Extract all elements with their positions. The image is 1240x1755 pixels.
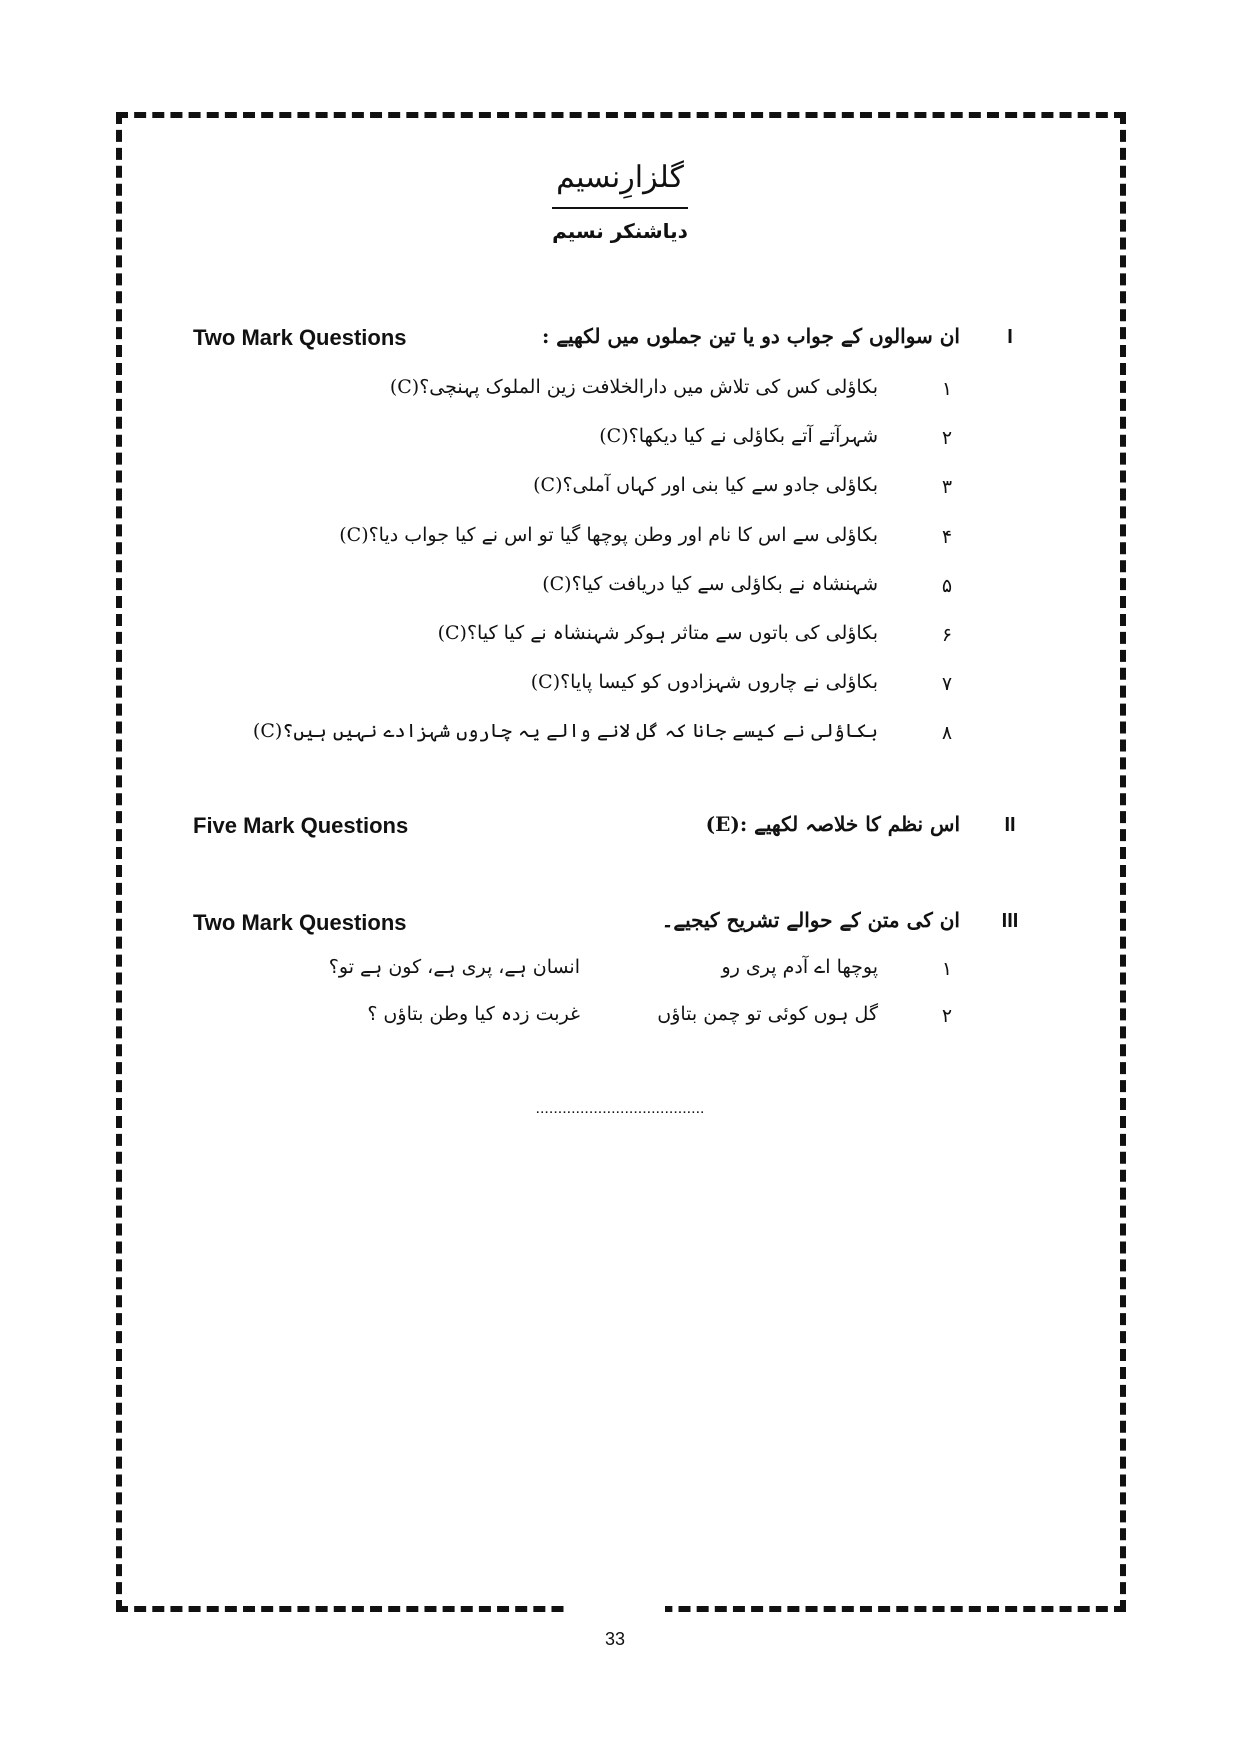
page-number: 33	[604, 1629, 626, 1649]
question-4-number: ۴	[941, 526, 953, 548]
question-7-number: ۷	[941, 673, 953, 695]
title-block	[520, 160, 720, 243]
question-1-number: ۱	[941, 378, 953, 400]
section-2-label: Five Mark Questions	[193, 813, 409, 838]
section-3-number: III	[1001, 910, 1019, 932]
verse-1-number: ۱	[941, 958, 953, 980]
section-1-heading: ان سوالوں کے جواب دو یا تین جملوں میں لکھیے :	[541, 324, 960, 348]
question-1-text: بکاؤلی کس کی تلاش میں دارالخلافت زین الملوک پہنچی؟(C)	[389, 376, 878, 398]
verse-2-first-line: گل ہوں کوئی تو چمن بتاؤں	[657, 1003, 878, 1025]
question-2-number: ۲	[941, 427, 953, 449]
verse-2-number: ۲	[941, 1005, 953, 1027]
title-underline	[552, 207, 688, 209]
question-6-number: ۶	[941, 624, 953, 646]
verse-1-first-line: پوچھا اے آدم پری رو	[721, 956, 878, 978]
question-7-text: بکاؤلی نے چاروں شہزادوں کو کیسا پایا؟(C)	[530, 671, 878, 693]
question-4-text: بکاؤلی سے اس کا نام اور وطن پوچھا گیا تو اس نے کیا جواب دیا؟(C)	[339, 524, 878, 546]
section-1-number: I	[1007, 326, 1013, 348]
question-6-text: بکاؤلی کی باتوں سے متاثر ہوکر شہنشاہ نے کیا کیا؟(C)	[437, 622, 878, 644]
author-name: دیاشنکر نسیم	[552, 219, 688, 243]
section-2-number: II	[1004, 814, 1016, 836]
page-number-gap	[565, 1600, 665, 1624]
question-5-number: ۵	[941, 575, 953, 597]
page-title: گلزارِنسیم	[556, 160, 684, 195]
question-8-number: ۸	[941, 722, 953, 744]
question-2-text: شہرآتے آتے بکاؤلی نے کیا دیکھا؟(C)	[599, 425, 878, 447]
question-3-number: ۳	[941, 476, 953, 498]
section-1-label: Two Mark Questions	[193, 325, 407, 350]
verse-2-second-line: غربت زدہ کیا وطن بتاؤں ؟	[367, 1003, 580, 1025]
question-5-text: شہنشاہ نے بکاؤلی سے کیا دریافت کیا؟(C)	[542, 573, 878, 595]
end-dotted-line: ......................................	[535, 1100, 705, 1117]
section-2-heading: اس نظم کا خلاصہ لکھیے :(E)	[705, 812, 960, 836]
verse-1-second-line: انسان ہے، پری ہے، کون ہے تو؟	[328, 956, 580, 978]
question-8-text: بکاؤلی نے کیسے جانا کہ گل لانے والے یہ چاروں شہزادے نہیں ہیں؟(C)	[252, 720, 878, 742]
question-3-text: بکاؤلی جادو سے کیا بنی اور کہاں آملی؟(C)	[533, 474, 878, 496]
section-3-label: Two Mark Questions	[193, 910, 407, 935]
section-3-heading: ان کی متن کے حوالے تشریح کیجیے۔	[661, 908, 960, 932]
